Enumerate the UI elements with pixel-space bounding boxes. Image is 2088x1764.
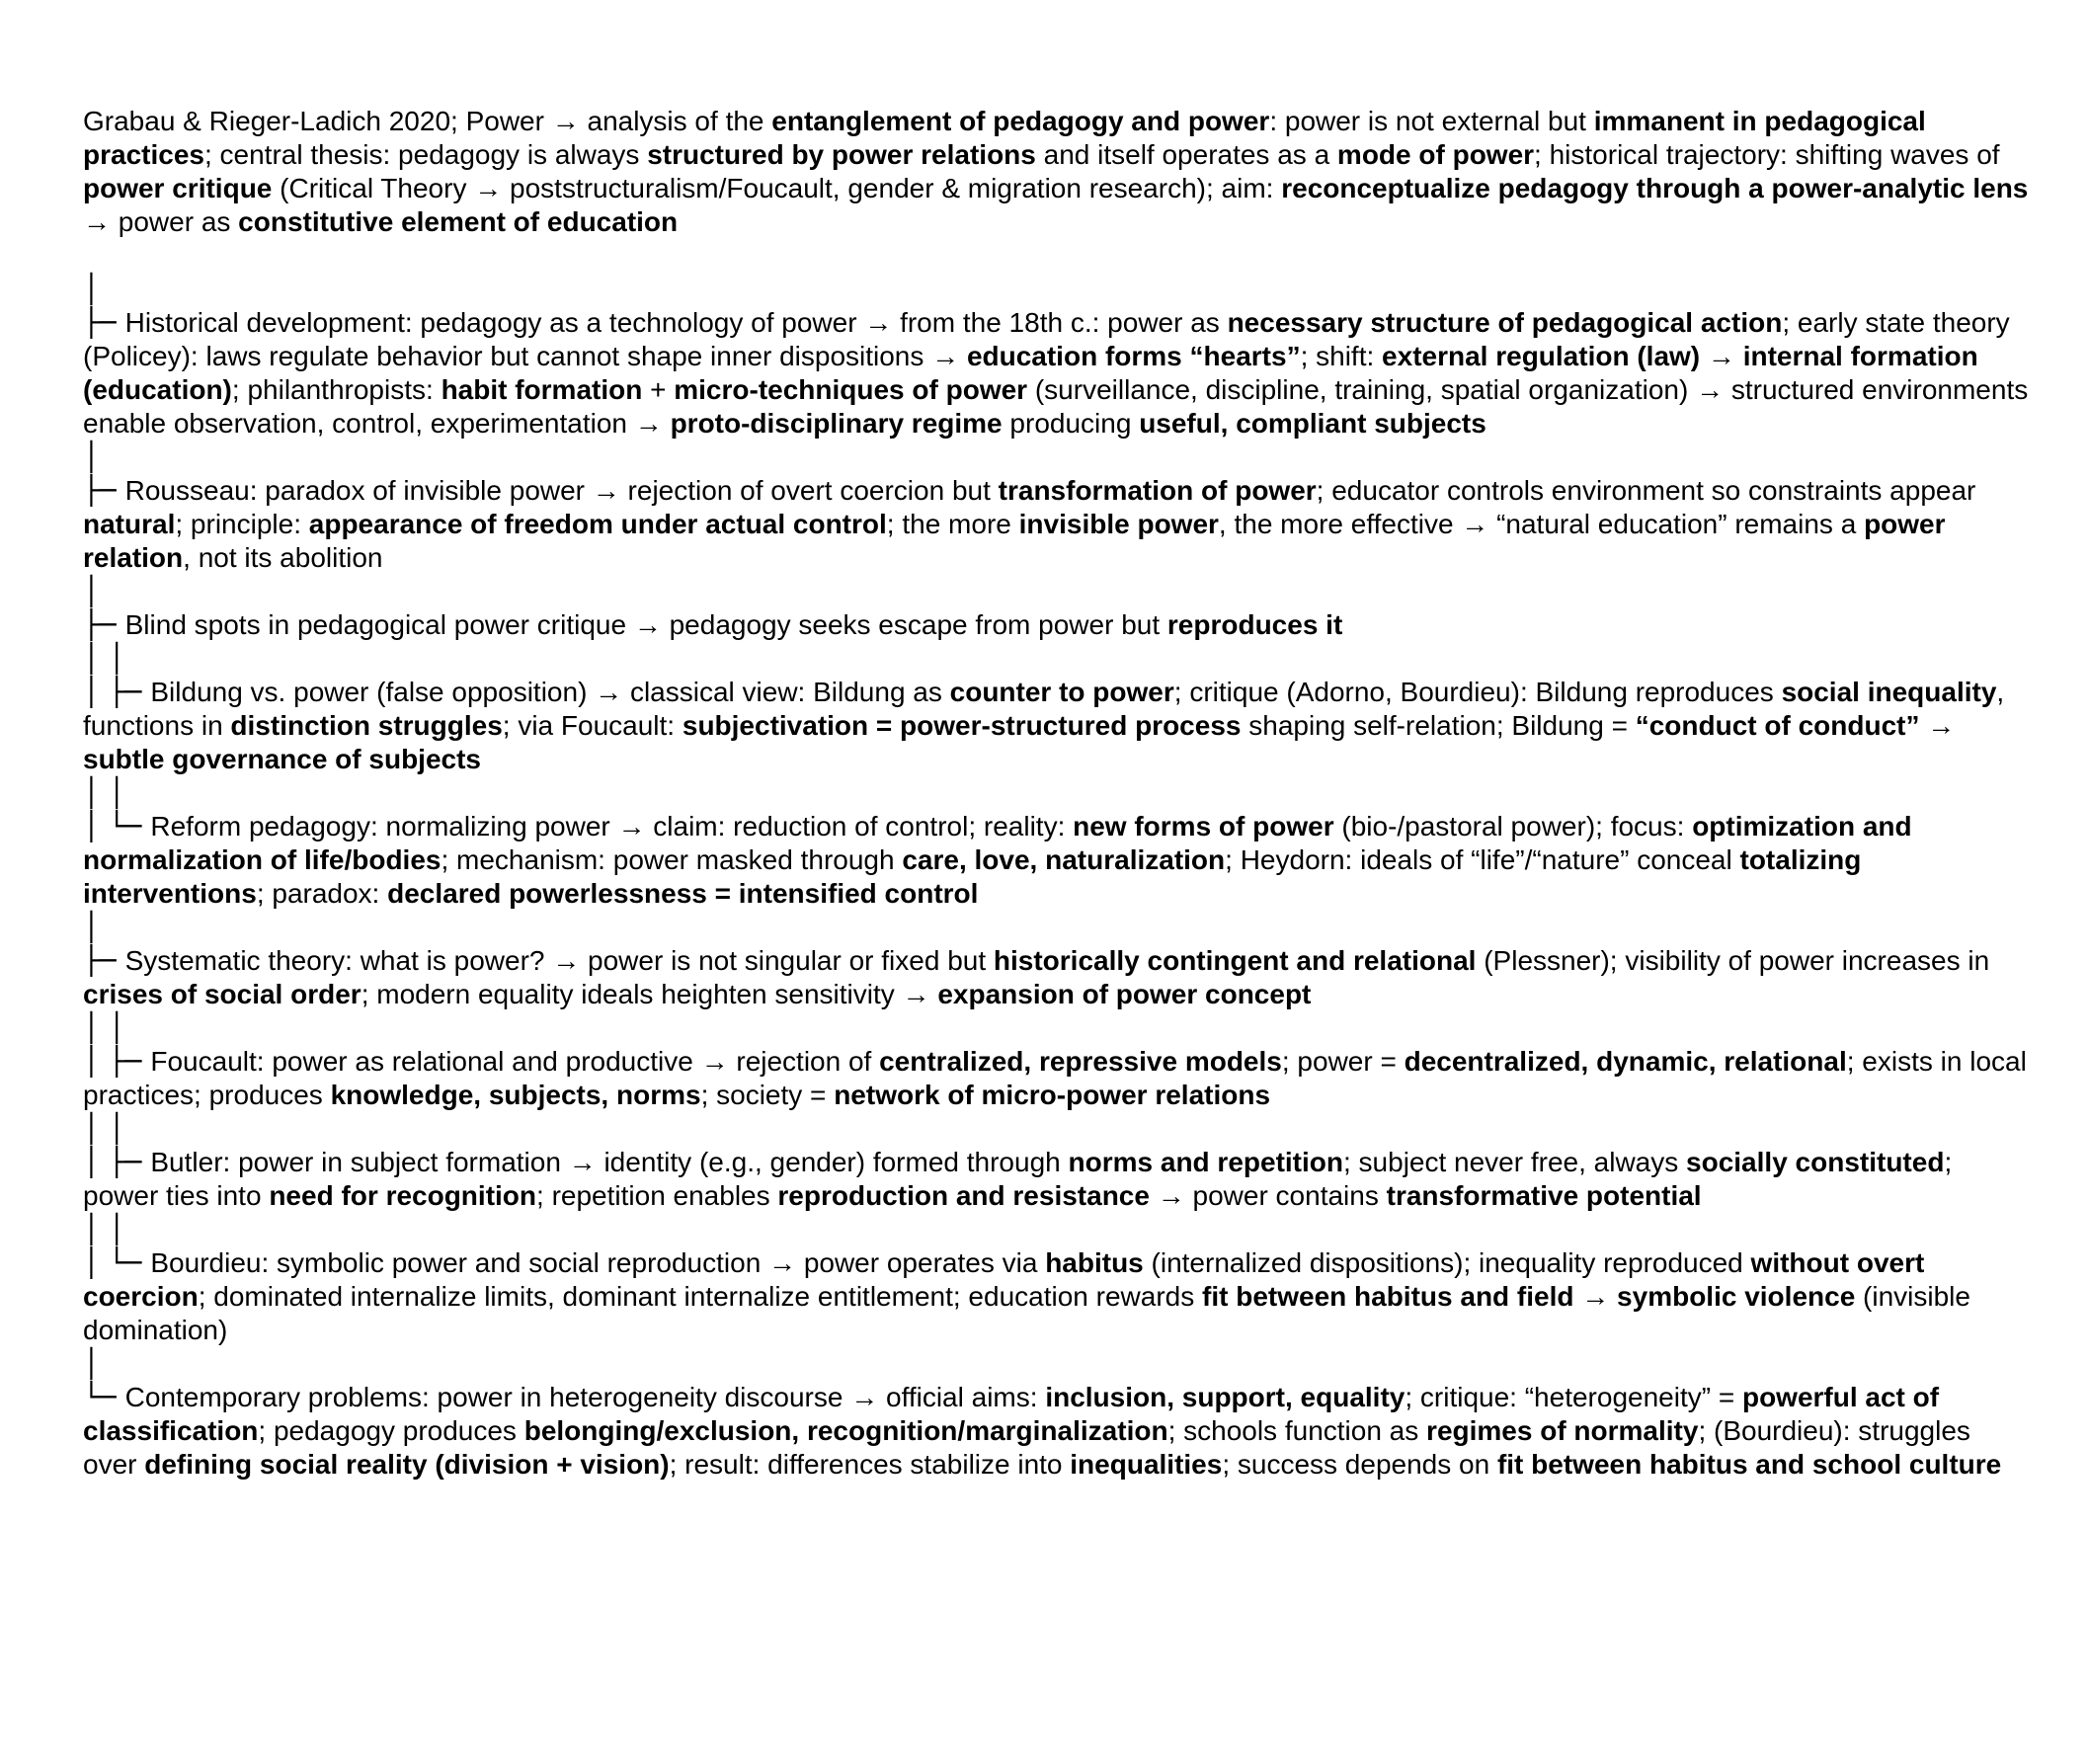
- text-segment: (internalized dispositions); inequality reproduced: [1143, 1247, 1751, 1278]
- bold-text-segment: defining social reality (division + vision): [144, 1449, 670, 1480]
- bold-text-segment: belonging/exclusion, recognition/marginalization: [523, 1415, 1168, 1446]
- bold-text-segment: counter to power: [949, 677, 1174, 707]
- text-segment: → power as: [83, 173, 2037, 237]
- bold-text-segment: norms and repetition: [1068, 1147, 1343, 1177]
- text-segment: (Critical Theory → poststructuralism/Foucault, gender & migration research); aim:: [272, 173, 1282, 203]
- tree-connector-line: │: [83, 1347, 100, 1380]
- tree-branch-glyph: ├─: [83, 944, 125, 977]
- text-segment: producing: [1002, 408, 1140, 439]
- bold-text-segment: transformative potential: [1386, 1180, 1702, 1211]
- text-segment: (invisible domination): [83, 1281, 1978, 1345]
- bold-text-segment: immanent in pedagogical practices: [83, 106, 1934, 170]
- tree-branch-glyph: │ ├─: [83, 1146, 151, 1178]
- text-segment: Reform pedagogy: normalizing power → claim: reduction of control; reality:: [150, 811, 1074, 842]
- bold-text-segment: necessary structure of pedagogical action: [1227, 307, 1783, 338]
- text-segment: ; historical trajectory: shifting waves of: [1534, 139, 2008, 170]
- tree-connector-line: │ │: [83, 1112, 125, 1145]
- bold-text-segment: declared powerlessness = intensified control: [387, 878, 979, 909]
- bold-text-segment: regimes of normality: [1426, 1415, 1699, 1446]
- tree-connector-line: │ │: [83, 776, 125, 809]
- bold-text-segment: historically contingent and relational: [993, 945, 1477, 976]
- text-segment: ; Heydorn: ideals of “life”/“nature” conceal: [1225, 844, 1740, 875]
- bold-text-segment: constitutive element of education: [238, 206, 679, 237]
- text-segment: Historical development: pedagogy as a technology of power → from the 18th c.: power as: [124, 307, 1228, 338]
- text-segment: ; power =: [1281, 1046, 1405, 1077]
- text-segment: , not its abolition: [183, 542, 383, 573]
- tree-branch-glyph: └─: [83, 1381, 125, 1413]
- tree-branch-glyph: │ └─: [83, 1246, 151, 1279]
- text-segment: →: [1919, 710, 1964, 741]
- text-segment: ; result: differences stabilize into: [669, 1449, 1071, 1480]
- bold-text-segment: natural: [83, 509, 176, 539]
- tree-connector-line: │: [83, 273, 100, 305]
- bold-text-segment: care, love, naturalization: [902, 844, 1226, 875]
- note-historical-development: [83, 306, 2036, 441]
- bold-text-segment: external regulation (law): [1382, 341, 1701, 371]
- text-segment: → power contains: [1149, 1180, 1387, 1211]
- bold-text-segment: invisible power: [1018, 509, 1219, 539]
- text-segment: ; paradox:: [256, 878, 388, 909]
- text-segment: ; (Bourdieu): struggles over: [83, 1415, 1978, 1480]
- bold-text-segment: new forms of power: [1073, 811, 1334, 842]
- text-segment: +: [642, 374, 675, 405]
- bold-text-segment: habit formation: [441, 374, 643, 405]
- bold-text-segment: habitus: [1045, 1247, 1144, 1278]
- tree-connector-line: │: [83, 911, 100, 943]
- text-segment: ; critique: “heterogeneity” =: [1405, 1382, 1742, 1412]
- text-segment: Contemporary problems: power in heterogeneity discourse → official aims:: [124, 1382, 1046, 1412]
- text-segment: Bourdieu: symbolic power and social reproduction → power operates via: [150, 1247, 1046, 1278]
- text-segment: and itself operates as a: [1035, 139, 1337, 170]
- bold-text-segment: appearance of freedom under actual control: [308, 509, 887, 539]
- text-segment: ; exists in local practices; produces: [83, 1046, 2035, 1110]
- bold-text-segment: totalizing interventions: [83, 844, 1870, 909]
- blank-line: [83, 239, 2029, 273]
- text-segment: ; dominated internalize limits, dominant internalize entitlement; education rewards: [198, 1281, 1203, 1312]
- bold-text-segment: reproduces it: [1166, 609, 1343, 640]
- text-segment: ; principle:: [175, 509, 309, 539]
- text-segment: ; mechanism: power masked through: [441, 844, 903, 875]
- note-blind-spots: [83, 608, 2029, 642]
- tree-connector-line: │: [83, 441, 100, 473]
- text-segment: ; the more: [886, 509, 1019, 539]
- note-bildung-vs-power: [83, 676, 2029, 776]
- text-segment: ; early state theory (Policey): laws regulate behavior but cannot shape inner dispositions →: [83, 307, 2018, 371]
- text-segment: ; schools function as: [1167, 1415, 1427, 1446]
- bold-text-segment: reproduction and resistance: [777, 1180, 1150, 1211]
- bold-text-segment: internal formation (education): [83, 341, 1986, 405]
- text-segment: , functions in: [83, 677, 2012, 741]
- tree-connector-line: │ │: [83, 642, 125, 675]
- note-intro: [83, 105, 2037, 239]
- tree-branch-glyph: │ └─: [83, 810, 151, 842]
- bold-text-segment: decentralized, dynamic, relational: [1404, 1046, 1847, 1077]
- bold-text-segment: without overt coercion: [83, 1247, 1933, 1312]
- bold-text-segment: social inequality: [1781, 677, 1997, 707]
- tree-connector-line: │: [83, 575, 100, 607]
- bold-text-segment: powerful act of classification: [83, 1382, 1947, 1446]
- text-segment: ; shift:: [1300, 341, 1383, 371]
- bold-text-segment: proto-disciplinary regime: [670, 408, 1003, 439]
- text-segment: ; society =: [700, 1080, 835, 1110]
- bold-text-segment: mode of power: [1336, 139, 1535, 170]
- bold-text-segment: inclusion, support, equality: [1045, 1382, 1405, 1412]
- tree-connector-line: │ │: [83, 1011, 125, 1044]
- bold-text-segment: distinction struggles: [230, 710, 503, 741]
- note-bourdieu: [83, 1246, 2029, 1347]
- text-segment: ; philanthropists:: [231, 374, 442, 405]
- tree-branch-glyph: ├─: [83, 608, 125, 641]
- text-segment: Bildung vs. power (false opposition) → classical view: Bildung as: [150, 677, 950, 707]
- bold-text-segment: power relation: [83, 509, 1954, 573]
- note-butler: [83, 1146, 2029, 1213]
- bold-text-segment: symbolic violence: [1617, 1281, 1856, 1312]
- bold-text-segment: inequalities: [1070, 1449, 1223, 1480]
- text-segment: Systematic theory: what is power? → power is not singular or fixed but: [124, 945, 994, 976]
- bold-text-segment: knowledge, subjects, norms: [330, 1080, 701, 1110]
- text-segment: ; critique (Adorno, Bourdieu): Bildung reproduces: [1173, 677, 1782, 707]
- text-segment: shaping self-relation; Bildung =: [1241, 710, 1636, 741]
- text-segment: →: [1573, 1281, 1618, 1312]
- text-segment: ; success depends on: [1222, 1449, 1497, 1480]
- note-contemporary-problems: [83, 1381, 2029, 1482]
- text-segment: ; central thesis: pedagogy is always: [203, 139, 648, 170]
- text-segment: ; pedagogy produces: [258, 1415, 524, 1446]
- bold-text-segment: optimization and normalization of life/bodies: [83, 811, 1920, 875]
- text-segment: ; power ties into: [83, 1147, 1960, 1211]
- tree-branch-glyph: ├─: [83, 306, 125, 339]
- bold-text-segment: socially constituted: [1686, 1147, 1945, 1177]
- bold-text-segment: entanglement of pedagogy and power: [771, 106, 1270, 136]
- bold-text-segment: transformation of power: [998, 475, 1317, 506]
- bold-text-segment: need for recognition: [269, 1180, 537, 1211]
- text-segment: →: [1700, 341, 1743, 371]
- bold-text-segment: power critique: [83, 173, 273, 203]
- tree-branch-glyph: │ ├─: [83, 1045, 151, 1078]
- note-rousseau: [83, 474, 2029, 575]
- bold-text-segment: subtle governance of subjects: [83, 744, 481, 774]
- tree-connector-line: │ │: [83, 1213, 125, 1245]
- bold-text-segment: subjectivation = power-structured process: [682, 710, 1242, 741]
- text-segment: , the more effective → “natural education” remains a: [1218, 509, 1865, 539]
- text-segment: ; subject never free, always: [1342, 1147, 1687, 1177]
- tree-branch-glyph: │ ├─: [83, 676, 151, 708]
- bold-text-segment: expansion of power concept: [937, 979, 1312, 1009]
- bold-text-segment: micro-techniques of power: [674, 374, 1028, 405]
- text-segment: Foucault: power as relational and productive → rejection of: [150, 1046, 880, 1077]
- bold-text-segment: reconceptualize pedagogy through a power-analytic lens: [1281, 173, 2029, 203]
- tree-branch-glyph: ├─: [83, 474, 125, 507]
- bold-text-segment: fit between habitus and school culture: [1496, 1449, 2002, 1480]
- text-segment: ; educator controls environment so constraints appear: [1316, 475, 1984, 506]
- note-foucault: [83, 1045, 2035, 1112]
- text-segment: ; modern equality ideals heighten sensitivity →: [361, 979, 938, 1009]
- bold-text-segment: useful, compliant subjects: [1139, 408, 1486, 439]
- text-segment: Butler: power in subject formation → identity (e.g., gender) formed through: [150, 1147, 1069, 1177]
- note-systematic-theory: [83, 944, 2029, 1011]
- bold-text-segment: crises of social order: [83, 979, 361, 1009]
- text-segment: Grabau & Rieger-Ladich 2020; Power → analysis of the: [83, 106, 772, 136]
- note-reform-pedagogy: [83, 810, 2029, 911]
- text-segment: : power is not external but: [1269, 106, 1594, 136]
- bold-text-segment: network of micro-power relations: [834, 1080, 1271, 1110]
- text-segment: Rousseau: paradox of invisible power → rejection of overt coercion but: [124, 475, 999, 506]
- text-segment: ; repetition enables: [536, 1180, 778, 1211]
- text-segment: ; via Foucault:: [502, 710, 683, 741]
- text-segment: (bio-/pastoral power); focus:: [1333, 811, 1693, 842]
- bold-text-segment: centralized, repressive models: [879, 1046, 1282, 1077]
- text-segment: (surveillance, discipline, training, spatial organization) → structured environments enable observation, control, experimentation →: [83, 374, 2036, 439]
- text-segment: Blind spots in pedagogical power critique → pedagogy seeks escape from power but: [124, 609, 1167, 640]
- text-segment: (Plessner); visibility of power increases in: [1476, 945, 1997, 976]
- bold-text-segment: “conduct of conduct”: [1635, 710, 1920, 741]
- bold-text-segment: structured by power relations: [647, 139, 1036, 170]
- bold-text-segment: education forms “hearts”: [966, 341, 1301, 371]
- bold-text-segment: fit between habitus and field: [1202, 1281, 1574, 1312]
